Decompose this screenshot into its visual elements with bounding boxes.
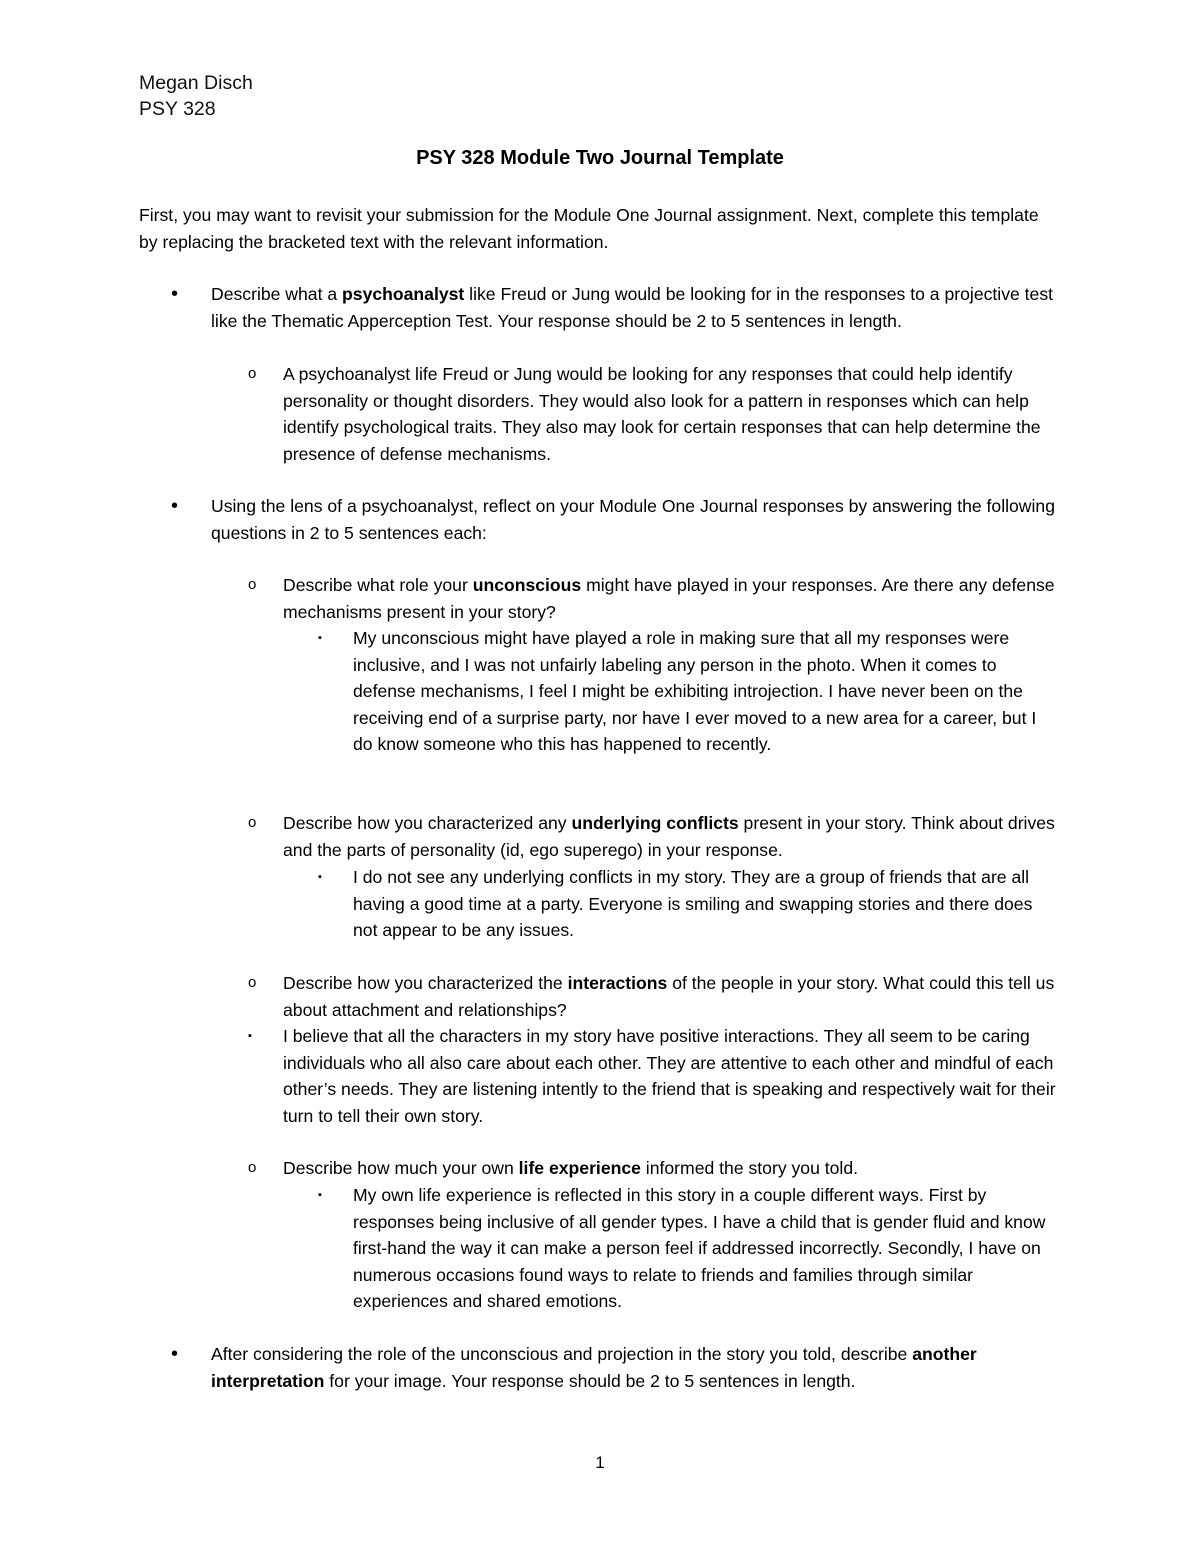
bullet-circle-icon: o	[248, 365, 257, 382]
intro-paragraph: First, you may want to revisit your submission for the Module One Journal assignment. Next, complete this template by replacing the bracketed text with the relevant information.	[139, 205, 1039, 252]
question-life-experience: Describe how much your own life experience informed the story you told.	[283, 1158, 859, 1178]
bullet-prompt-psychoanalyst: Describe what a psychoanalyst like Freud or Jung would be looking for in the responses to a projective test like the Thematic Apperception Test. Your response should be 2 to 5 sentences in length.	[211, 284, 1054, 331]
bullet-disc-icon: •	[171, 1343, 179, 1365]
document-title: PSY 328 Module Two Journal Template	[416, 147, 784, 169]
answer-underlying-conflicts: I do not see any underlying conflicts in my story. They are a group of friends that are all having a good time at a party. Everyone is smiling and swapping stories and there does not appear to be any issues.	[353, 867, 1033, 940]
answer-psychoanalyst: A psychoanalyst life Freud or Jung would be looking for any responses that could help identify personality or thought disorders. They would also look for a pattern in responses which can help identify psychological traits. They also may look for certain responses that can help determine the presence of defense mechanisms.	[283, 364, 1041, 464]
author-block	[139, 70, 253, 122]
bullet-circle-icon: o	[248, 814, 257, 831]
page-number: 1	[595, 1453, 605, 1472]
bullet-circle-icon: o	[248, 576, 257, 593]
bullet-square-icon: ▪	[248, 1030, 252, 1042]
bullet-disc-icon: •	[171, 283, 179, 305]
author-name: Megan Disch	[139, 72, 253, 94]
answer-unconscious: My unconscious might have played a role in making sure that all my responses were inclusive, and I was not unfairly labeling any person in the photo. When it comes to defense mechanisms, I feel I might be exhibiting introjection. I have never been on the receiving end of a surprise party, nor have I ever moved to a new area for a career, but I do know someone who this has happened to recently.	[353, 628, 1037, 754]
bullet-disc-icon: •	[171, 495, 179, 517]
course-code: PSY 328	[139, 98, 216, 120]
question-unconscious: Describe what role your unconscious might have played in your responses. Are there any defense mechanisms present in your story?	[283, 575, 1055, 622]
bullet-circle-icon: o	[248, 1159, 257, 1176]
bullet-circle-icon: o	[248, 974, 257, 991]
bullet-square-icon: ▪	[318, 871, 322, 883]
bullet-prompt-lens: Using the lens of a psychoanalyst, reflect on your Module One Journal responses by answering the following questions in 2 to 5 sentences each:	[211, 496, 1055, 543]
question-underlying-conflicts: Describe how you characterized any underlying conflicts present in your story. Think about drives and the parts of personality (id, ego superego) in your response.	[283, 813, 1055, 860]
bullet-square-icon: ▪	[318, 1189, 322, 1201]
question-interactions: Describe how you characterized the interactions of the people in your story. What could this tell us about attachment and relationships?	[283, 973, 1055, 1020]
answer-life-experience: My own life experience is reflected in this story in a couple different ways. First by responses being inclusive of all gender types. I have a child that is gender fluid and know first-hand the way it can make a person feel if addressed incorrectly. Secondly, I have on numerous occasions found ways to relate to friends and families through similar experiences and shared emotions.	[353, 1185, 1046, 1311]
bullet-prompt-another-interpretation: After considering the role of the unconscious and projection in the story you told, describe another interpretation for your image. Your response should be 2 to 5 sentences in length.	[211, 1344, 977, 1391]
answer-interactions: I believe that all the characters in my story have positive interactions. They all seem to be caring individuals who all also care about each other. They are attentive to each other and mindful of each other’s needs. They are listening intently to the friend that is speaking and respectively wait for their turn to tell their own story.	[283, 1026, 1056, 1126]
bullet-square-icon: ▪	[318, 632, 322, 644]
